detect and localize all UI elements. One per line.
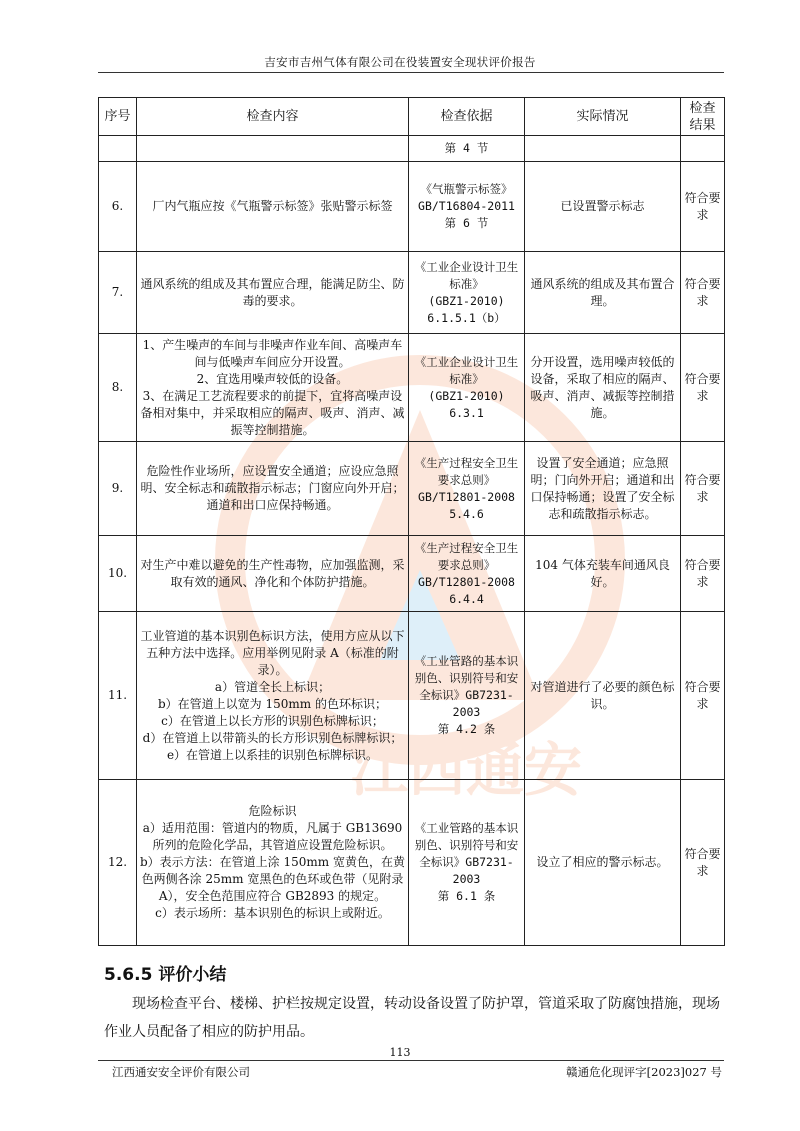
page-number: 113 xyxy=(389,1046,411,1059)
footer-divider xyxy=(98,1060,724,1061)
content-cell: 危险标识 a）适用范围：管道内的物质，凡属于 GB13690 所列的危险化学品，其管道应设置危险标识。 b）表示方法：在管道上涂 150mm 宽黄色，在黄色两侧各涂 25mm 宽黑色的色环或色带（见附录 A），安全色范围应符合 GB2893 的规定。 c）表示场所：基本识别色的标识上或附近。 xyxy=(137,780,409,946)
content-cell: 厂内气瓶应按《气瓶警示标签》张贴警示标签 xyxy=(137,162,409,252)
result-cell: 符合要求 xyxy=(681,162,725,252)
content-cell: 1、产生噪声的车间与非噪声作业车间、高噪声车间与低噪声车间应分开设置。 2、宜选用噪声较低的设备。 3、在满足工艺流程要求的前提下，宜将高噪声设备相对集中，并采取相应的隔声、吸声、消声、减振等控制措施。 xyxy=(137,334,409,442)
header-content: 检查内容 xyxy=(137,98,409,136)
result-cell: 符合要求 xyxy=(681,252,725,334)
header-result: 检查结果 xyxy=(681,98,725,136)
actual-cell: 已设置警示标志 xyxy=(525,162,681,252)
header-basis: 检查依据 xyxy=(409,98,525,136)
page-header-title: 吉安市吉州气体有限公司在役装置安全现状评价报告 xyxy=(264,55,536,69)
actual-cell: 通风系统的组成及其布置合理。 xyxy=(525,252,681,334)
result-cell: 符合要求 xyxy=(681,612,725,780)
actual-cell: 设立了相应的警示标志。 xyxy=(525,780,681,946)
table-row-continuation xyxy=(99,136,725,162)
result-cell: 符合要求 xyxy=(681,780,725,946)
basis-cell: 第 4 节 xyxy=(409,136,525,162)
basis-cell: 《工业企业设计卫生标准》 (GBZ1-2010) 6.1.5.1（b） xyxy=(409,252,525,334)
basis-cell: 《气瓶警示标签》 GB/T16804-2011 第 6 节 xyxy=(409,162,525,252)
inspection-table xyxy=(98,97,725,946)
content-cell: 危险性作业场所，应设置安全通道；应设应急照明、安全标志和疏散指示标志；门窗应向外开启；通道和出口应保持畅通。 xyxy=(137,442,409,536)
basis-cell: 《工业管路的基本识别色、识别符号和安全标识》GB7231-2003 第 6.1 条 xyxy=(409,780,525,946)
content-cell: 对生产中难以避免的生产性毒物，应加强监测，采取有效的通风、净化和个体防护措施。 xyxy=(137,536,409,612)
row-number: 6. xyxy=(99,162,137,252)
table-row xyxy=(99,780,725,946)
table-row xyxy=(99,442,725,536)
table-row xyxy=(99,252,725,334)
header-divider xyxy=(98,72,724,73)
section-summary: 现场检查平台、楼梯、护栏按规定设置，转动设备设置了防护罩，管道采取了防腐蚀措施，现场作业人员配备了相应的防护用品。 xyxy=(104,996,720,1040)
basis-cell: 《工业企业设计卫生标准》 (GBZ1-2010) 6.3.1 xyxy=(409,334,525,442)
row-number: 7. xyxy=(99,252,137,334)
content-cell: 工业管道的基本识别色标识方法，使用方应从以下五种方法中选择。应用举例见附录 A（标准的附录）。 a）管道全长上标识； b）在管道上以宽为 150mm 的色环标识； c）在管道上以长方形的识别色标牌标识； d）在管道上以带箭头的长方形识别色标牌标识； e）在管道上以系挂的识别色标牌标识。 xyxy=(137,612,409,780)
table-row xyxy=(99,162,725,252)
result-cell: 符合要求 xyxy=(681,442,725,536)
row-number: 8. xyxy=(99,334,137,442)
footer-company: 江西通安安全评价有限公司 xyxy=(112,1065,250,1079)
header-actual: 实际情况 xyxy=(525,98,681,136)
basis-cell: 《生产过程安全卫生要求总则》 GB/T12801-2008 5.4.6 xyxy=(409,442,525,536)
section-title: 5.6.5 评价小结 xyxy=(104,965,227,985)
row-number: 12. xyxy=(99,780,137,946)
basis-cell: 《生产过程安全卫生要求总则》 GB/T12801-2008 6.4.4 xyxy=(409,536,525,612)
actual-cell: 设置了安全通道；应急照明；门向外开启；通道和出口保持畅通；设置了安全标志和疏散指示标志。 xyxy=(525,442,681,536)
watermark-text: 江西通安 xyxy=(350,736,583,804)
row-number: 10. xyxy=(99,536,137,612)
row-number: 11. xyxy=(99,612,137,780)
table-row xyxy=(99,334,725,442)
table-row xyxy=(99,612,725,780)
content-cell: 通风系统的组成及其布置应合理，能满足防尘、防毒的要求。 xyxy=(137,252,409,334)
basis-cell: 《工业管路的基本识别色、识别符号和安全标识》GB7231-2003 第 4.2 条 xyxy=(409,612,525,780)
actual-cell: 对管道进行了必要的颜色标识。 xyxy=(525,612,681,780)
header-no: 序号 xyxy=(99,98,137,136)
row-number: 9. xyxy=(99,442,137,536)
footer-report-number: 赣通危化现评字[2023]027 号 xyxy=(566,1065,722,1079)
table-row xyxy=(99,536,725,612)
actual-cell: 104 气体充装车间通风良好。 xyxy=(525,536,681,612)
table-header-row xyxy=(99,98,725,136)
actual-cell: 分开设置，选用噪声较低的设备，采取了相应的隔声、吸声、消声、减振等控制措施。 xyxy=(525,334,681,442)
result-cell: 符合要求 xyxy=(681,334,725,442)
result-cell: 符合要求 xyxy=(681,536,725,612)
